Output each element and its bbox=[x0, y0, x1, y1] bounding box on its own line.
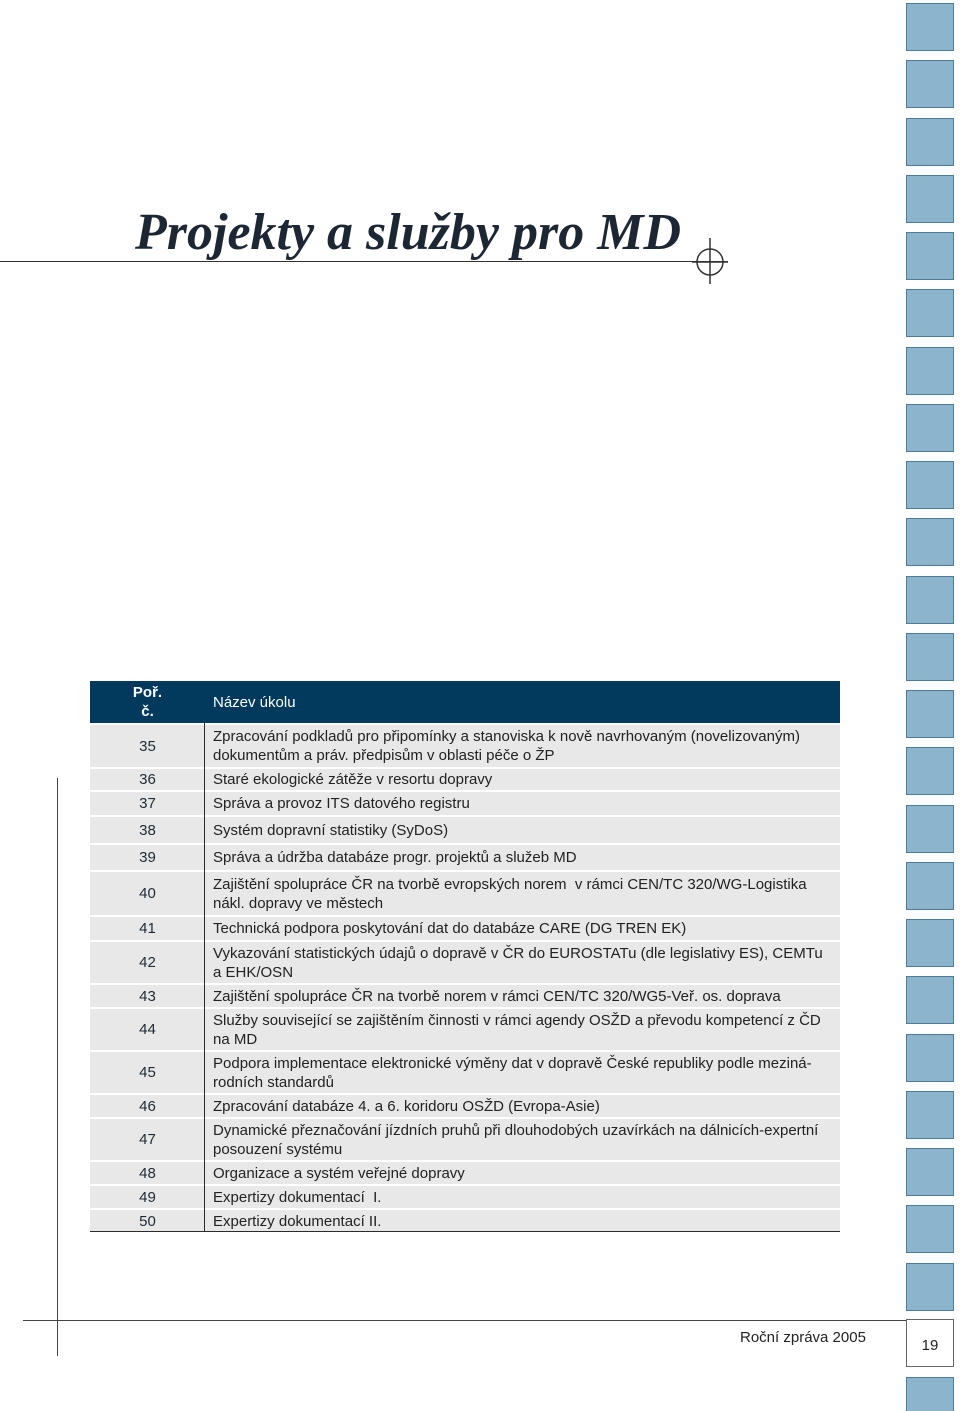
side-tab-square bbox=[906, 1205, 954, 1253]
task-name bbox=[213, 817, 836, 843]
task-name bbox=[213, 792, 836, 815]
task-name bbox=[213, 917, 836, 940]
task-name-line: nákl. dopravy ve městech bbox=[213, 894, 384, 912]
side-tab-square bbox=[906, 404, 954, 452]
table-row bbox=[90, 1007, 840, 1050]
task-name-line: Vykazování statistických údajů o dopravě v ČR do EUROSTATu (dle legislativy ES), CEMTu bbox=[213, 944, 823, 962]
task-name-line: Expertizy dokumentací II. bbox=[213, 1212, 382, 1230]
table-row bbox=[90, 843, 840, 870]
task-name-line: a EHK/OSN bbox=[213, 963, 294, 981]
footer-report-label: Roční zpráva 2005 bbox=[740, 1329, 866, 1346]
row-number: 39 bbox=[139, 849, 156, 866]
task-name-line: Systém dopravní statistiky (SyDoS) bbox=[213, 821, 449, 839]
side-tab-square bbox=[906, 461, 954, 509]
tasks-table bbox=[90, 681, 840, 1233]
row-number: 46 bbox=[139, 1097, 156, 1115]
table-row bbox=[90, 1184, 840, 1208]
registration-crosshair-icon bbox=[690, 238, 732, 286]
row-number: 45 bbox=[139, 1064, 156, 1081]
table-row bbox=[90, 1208, 840, 1232]
task-name-line: Zajištění spolupráce ČR na tvorbě norem v rámci CEN/TC 320/WG5-Veř. os. doprava bbox=[213, 987, 781, 1005]
row-number: 47 bbox=[139, 1131, 156, 1148]
side-tab-square bbox=[906, 118, 954, 166]
task-name-line: Zpracování podkladů pro připomínky a stanoviska k nově navrhovaným (novelizovaným) bbox=[213, 728, 800, 745]
task-name-line: Správa a údržba databáze progr. projektů a služeb MD bbox=[213, 849, 577, 866]
table-row bbox=[90, 767, 840, 790]
table-row bbox=[90, 1117, 840, 1160]
task-name bbox=[213, 942, 836, 983]
side-tab-strip bbox=[906, 0, 954, 1411]
page-title: Projekty a služby pro MD bbox=[135, 204, 681, 261]
table-row bbox=[90, 870, 840, 915]
table-row bbox=[90, 1093, 840, 1117]
side-tab-square bbox=[906, 3, 954, 51]
task-name-line: Podpora implementace elektronické výměny dat v dopravě České republiky podle meziná- bbox=[213, 1054, 812, 1072]
row-number: 44 bbox=[139, 1021, 156, 1038]
side-tab-square bbox=[906, 690, 954, 738]
crop-mark-vertical bbox=[57, 778, 58, 1356]
side-tab-square bbox=[906, 232, 954, 280]
row-number: 41 bbox=[139, 920, 156, 937]
task-name bbox=[213, 769, 836, 790]
row-number: 42 bbox=[139, 954, 156, 971]
side-tab-square bbox=[906, 633, 954, 681]
task-name-line: posouzení systému bbox=[213, 1140, 343, 1158]
side-tab-square bbox=[906, 1091, 954, 1139]
side-tab-square bbox=[906, 805, 954, 853]
task-name bbox=[213, 1186, 836, 1208]
footer-rule bbox=[23, 1320, 906, 1321]
task-name-line: Dynamické přeznačování jízdních pruhů při dlouhodobých uzavírkách na dálnicích-expertní bbox=[213, 1121, 819, 1139]
row-number: 35 bbox=[139, 737, 156, 755]
side-tab-square bbox=[906, 919, 954, 967]
side-tab-square bbox=[906, 862, 954, 910]
row-number: 36 bbox=[139, 771, 156, 788]
row-number: 49 bbox=[139, 1188, 156, 1206]
task-name-line: Technická podpora poskytování dat do databáze CARE (DG TREN EK) bbox=[213, 920, 687, 937]
table-row bbox=[90, 915, 840, 940]
task-name-line: Zajištění spolupráce ČR na tvorbě evropských norem v rámci CEN/TC 320/WG-Logistika bbox=[213, 875, 807, 893]
column-header-number bbox=[90, 681, 205, 723]
task-name-line: Expertizy dokumentací I. bbox=[213, 1188, 382, 1206]
page-number: 19 bbox=[906, 1319, 954, 1367]
table-row bbox=[90, 983, 840, 1007]
table-row bbox=[90, 940, 840, 983]
task-name-line: na MD bbox=[213, 1030, 258, 1048]
title-underline bbox=[0, 261, 728, 262]
row-number: 43 bbox=[139, 987, 156, 1005]
task-name bbox=[213, 725, 836, 767]
column-header-name: Název úkolu bbox=[213, 693, 296, 711]
task-name-line: Správa a provoz ITS datového registru bbox=[213, 795, 470, 812]
row-number: 48 bbox=[139, 1164, 156, 1182]
column-divider bbox=[204, 723, 205, 1232]
task-name bbox=[213, 1162, 836, 1184]
side-tab-square bbox=[906, 1034, 954, 1082]
side-tab-square bbox=[906, 175, 954, 223]
side-tab-square bbox=[906, 576, 954, 624]
side-tab-square bbox=[906, 1148, 954, 1196]
task-name-line: Služby související se zajištěním činnosti v rámci agendy OSŽD a převodu kompetencí z ČD bbox=[213, 1011, 821, 1029]
table-row bbox=[90, 790, 840, 815]
side-tab-square bbox=[906, 1263, 954, 1311]
task-name-line: Zpracování databáze 4. a 6. koridoru OSŽD (Evropa-Asie) bbox=[213, 1097, 600, 1115]
row-number: 40 bbox=[139, 885, 156, 902]
row-number: 50 bbox=[139, 1212, 156, 1230]
task-name bbox=[213, 1119, 836, 1160]
side-tab-square bbox=[906, 1377, 954, 1411]
table-bottom-rule bbox=[90, 1231, 840, 1232]
task-name-line: dokumentům a práv. předpisům v oblasti péče o ŽP bbox=[213, 747, 555, 764]
table-row bbox=[90, 815, 840, 843]
table-row bbox=[90, 723, 840, 767]
table-row bbox=[90, 1050, 840, 1093]
task-name bbox=[213, 845, 836, 870]
task-name bbox=[213, 985, 836, 1007]
table-row bbox=[90, 1160, 840, 1184]
side-tab-square bbox=[906, 747, 954, 795]
task-name bbox=[213, 1009, 836, 1050]
side-tab-square bbox=[906, 347, 954, 395]
task-name-line: Staré ekologické zátěže v resortu dopravy bbox=[213, 771, 493, 788]
row-number: 38 bbox=[139, 821, 156, 839]
side-tab-square bbox=[906, 60, 954, 108]
side-tab-square bbox=[906, 289, 954, 337]
task-name bbox=[213, 1210, 836, 1232]
task-name-line: rodních standardů bbox=[213, 1073, 334, 1091]
task-name-line: Organizace a systém veřejné dopravy bbox=[213, 1164, 465, 1182]
column-header-number-label: Poř. č. bbox=[132, 684, 163, 720]
task-name bbox=[213, 872, 836, 915]
task-name bbox=[213, 1052, 836, 1093]
task-name bbox=[213, 1095, 836, 1117]
side-tab-square bbox=[906, 518, 954, 566]
table-header bbox=[90, 681, 840, 723]
side-tab-square bbox=[906, 976, 954, 1024]
row-number: 37 bbox=[139, 795, 156, 812]
